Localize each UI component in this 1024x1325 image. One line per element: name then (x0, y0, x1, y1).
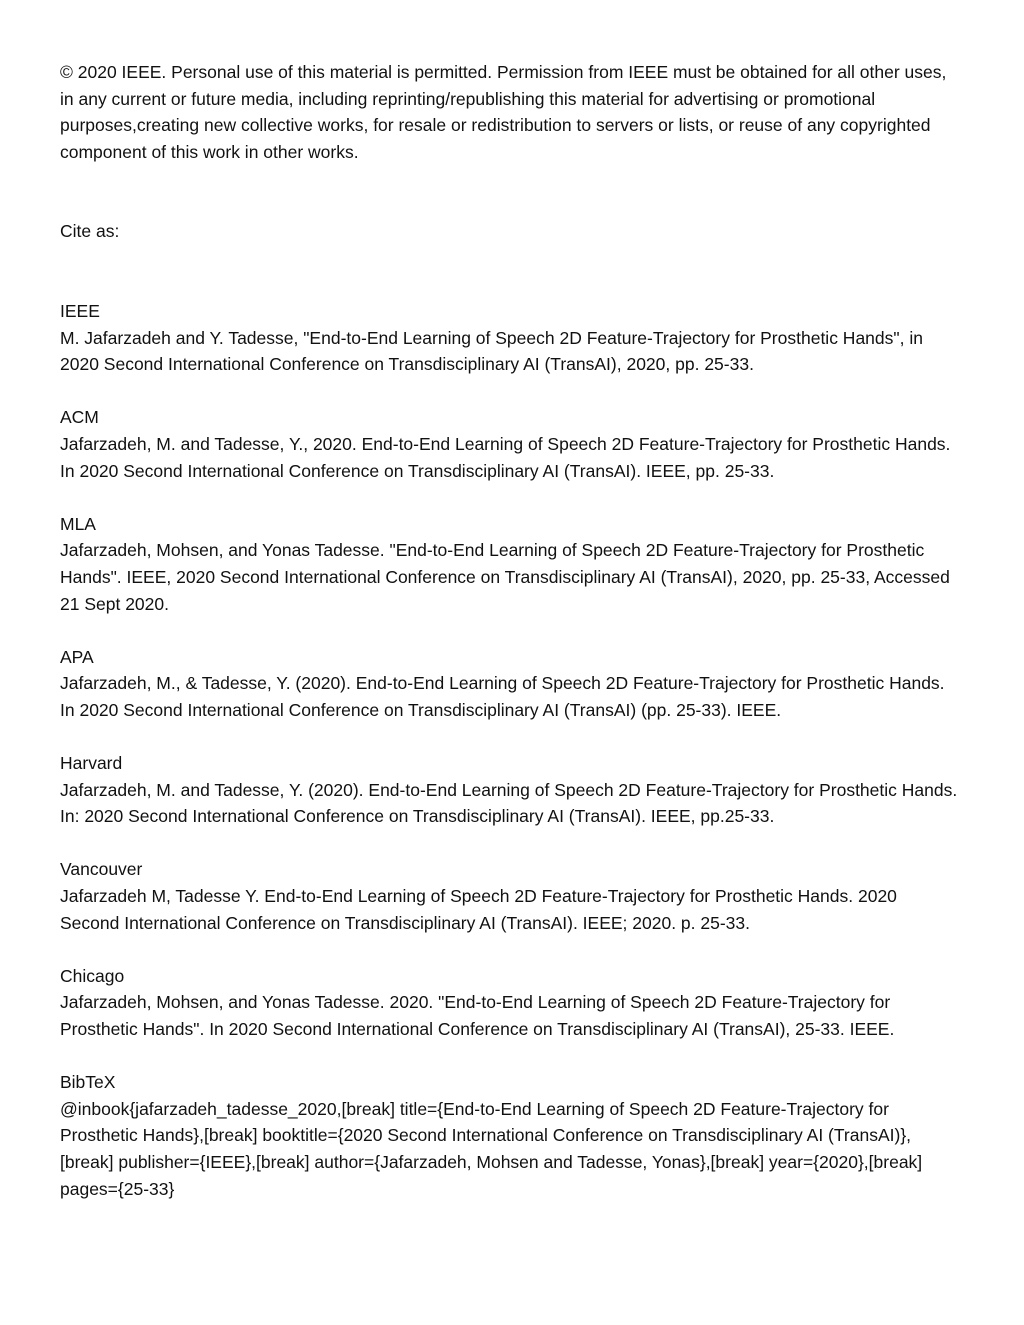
document-page (60, 59, 960, 1229)
citation-text: Jafarzadeh, M. and Tadesse, Y., 2020. End-to-End Learning of Speech 2D Feature-Trajectory for Prosthetic Hands. In 2020 Second International Conference on Transdisciplinary AI (TransAI). IEEE, pp. 25-33. (60, 433, 951, 481)
citation-text: Jafarzadeh, M. and Tadesse, Y. (2020). End-to-End Learning of Speech 2D Feature-Trajectory for Prosthetic Hands. In: 2020 Second International Conference on Transdisciplinary AI (TransAI). IEEE, pp.25-33. (60, 779, 958, 827)
citation-style-label: BibTeX (60, 1072, 116, 1093)
citation-harvard (60, 750, 960, 830)
citation-mla (60, 511, 960, 617)
citation-text: Jafarzadeh, Mohsen, and Yonas Tadesse. "End-to-End Learning of Speech 2D Feature-Trajectory for Prosthetic Hands". IEEE, 2020 Second International Conference on Transdisciplinary AI (TransAI), 2020, pp. 25-33, Accessed 21 Sept 2020. (60, 540, 950, 614)
citation-style-label: ACM (60, 407, 99, 428)
citation-style-label: IEEE (60, 300, 100, 321)
citation-apa (60, 644, 960, 724)
citation-chicago (60, 963, 960, 1043)
citation-vancouver (60, 856, 960, 936)
citation-acm (60, 404, 960, 484)
citation-style-label: Harvard (60, 753, 123, 774)
citation-text: Jafarzadeh M, Tadesse Y. End-to-End Learning of Speech 2D Feature-Trajectory for Prosthetic Hands. 2020 Second International Conference on Transdisciplinary AI (TransAI). IEEE; 2020. p. 25-33. (60, 886, 897, 933)
copyright-notice: © 2020 IEEE. Personal use of this material is permitted. Permission from IEEE must be obtained for all other uses, in any current or future media, including reprinting/republishing this material for advertising or promotional purposes,creating new collective works, for resale or redistribution to servers or lists, or reuse of any copyrighted component of this work in other works. (60, 62, 947, 162)
citation-text: Jafarzadeh, M., & Tadesse, Y. (2020). End-to-End Learning of Speech 2D Feature-Trajectory for Prosthetic Hands. In 2020 Second International Conference on Transdisciplinary AI (TransAI) (pp. 25-33). IEEE. (60, 673, 945, 720)
citation-style-label: APA (60, 646, 94, 667)
citation-text: Jafarzadeh, Mohsen, and Yonas Tadesse. 2020. "End-to-End Learning of Speech 2D Feature-Trajectory for Prosthetic Hands". In 2020 Second International Conference on Transdisciplinary AI (TransAI), 25-33. IEEE. (60, 992, 895, 1039)
cite-as-heading: Cite as: (60, 221, 120, 242)
citation-bibtex (60, 1069, 960, 1202)
citation-style-label: MLA (60, 513, 96, 534)
citation-text: M. Jafarzadeh and Y. Tadesse, "End-to-End Learning of Speech 2D Feature-Trajectory for Prosthetic Hands", in 2020 Second International Conference on Transdisciplinary AI (TransAI), 2020, pp. 25-33. (60, 327, 923, 375)
citation-style-label: Vancouver (60, 859, 143, 880)
citation-text: @inbook{jafarzadeh_tadesse_2020,[break] title={End-to-End Learning of Speech 2D Feature-Trajectory for Prosthetic Hands},[break] booktitle={2020 Second International Conference on Transdisciplinary AI (TransAI)},[break] publisher={IEEE},[break] author={Jafarzadeh, Mohsen and Tadesse, Yonas},[break] year={2020},[break] pages={25-33} (60, 1098, 923, 1199)
citation-style-label: Chicago (60, 965, 125, 986)
citation-ieee (60, 298, 960, 378)
